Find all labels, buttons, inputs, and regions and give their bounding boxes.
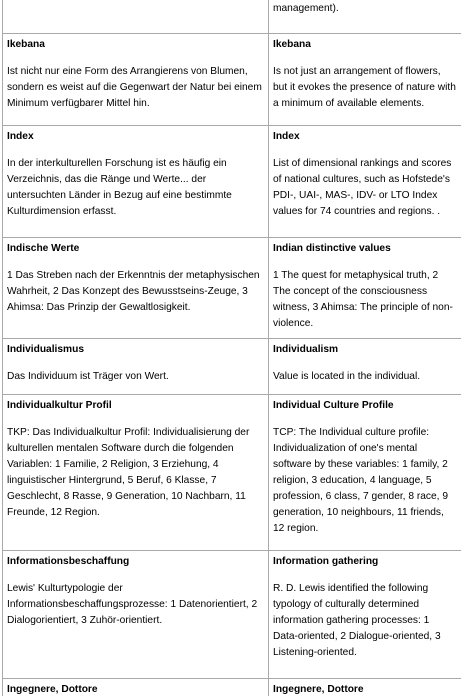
german-cell bbox=[3, 33, 269, 125]
table-row bbox=[3, 394, 462, 550]
german-cell bbox=[3, 125, 269, 237]
german-term: Ingegnere, Dottore bbox=[7, 683, 98, 695]
english-definition: List of dimensional rankings and scores of national cultures, such as Hofstede's PDI-, UAI-, MAS-, IDV- or LTO Index values for 74 countries and regions. . bbox=[273, 157, 452, 217]
glossary-table bbox=[2, 0, 461, 696]
english-definition: Is not just an arrangement of flowers, but it evokes the presence of nature with a minimum of available elements. bbox=[273, 65, 456, 109]
english-cell bbox=[269, 338, 462, 394]
table-row bbox=[3, 550, 462, 678]
german-cell bbox=[3, 237, 269, 338]
english-cell bbox=[269, 394, 462, 550]
german-cell bbox=[3, 678, 269, 696]
table-row bbox=[3, 237, 462, 338]
glossary-page bbox=[2, 0, 461, 696]
english-definition: R. D. Lewis identified the following typology of culturally determined information gathering processes: 1 Data-oriented, 2 Dialogue-oriented, 3 Listening-oriented. bbox=[273, 582, 441, 658]
german-cell bbox=[3, 338, 269, 394]
table-row bbox=[3, 125, 462, 237]
german-definition: Ist nicht nur eine Form des Arrangierens von Blumen, sondern es weist auf die Gegenwart der Natur bei einem Minimum verfügbarer Mittel hin. bbox=[7, 65, 262, 109]
german-definition: TKP: Das Individualkultur Profil: Individualisierung der kulturellen mentalen Software durch die folgenden Variablen: 1 Familie, 2 Religion, 3 Erziehung, 4 linguistischer Hintergrund, 5 Beruf, 6 Klasse, 7 Geschlecht, 8 Rasse, 9 Generation, 10 Nachbarn, 11 Freunde, 12 Region. bbox=[7, 426, 250, 518]
german-term: Informationsbeschaffung bbox=[7, 555, 130, 567]
table-row bbox=[3, 338, 462, 394]
german-definition: Lewis' Kulturtypologie der Informationsbeschaffungsprozesse: 1 Datenorientiert, 2 Dialogorientiert, 3 Zuhör-orientiert. bbox=[7, 582, 258, 626]
german-definition: Das Individuum ist Träger von Wert. bbox=[7, 370, 169, 382]
english-cell bbox=[269, 550, 462, 678]
german-term: Index bbox=[7, 130, 34, 142]
english-term: Information gathering bbox=[273, 555, 379, 567]
german-definition: In der interkulturellen Forschung ist es häufig ein Verzeichnis, das die Ränge und Werte... der untersuchten Länder in Bezug auf eine bestimmte Kulturdimension erfasst. bbox=[7, 157, 232, 217]
english-term: Individualism bbox=[273, 343, 339, 355]
english-term: Index bbox=[273, 130, 300, 142]
english-term: Individual Culture Profile bbox=[273, 399, 394, 411]
english-cell bbox=[269, 237, 462, 338]
german-term: Ikebana bbox=[7, 38, 45, 50]
english-cell bbox=[269, 125, 462, 237]
table-row bbox=[3, 678, 462, 696]
german-term: Indische Werte bbox=[7, 242, 80, 254]
english-cell bbox=[269, 678, 462, 696]
german-term: Individualkultur Profil bbox=[7, 399, 112, 411]
german-cell bbox=[3, 0, 269, 33]
table-row bbox=[3, 33, 462, 125]
english-definition: management). bbox=[273, 3, 339, 14]
english-term: Ikebana bbox=[273, 38, 311, 50]
english-term: Ingegnere, Dottore bbox=[273, 683, 364, 695]
english-cell bbox=[269, 33, 462, 125]
german-definition: 1 Das Streben nach der Erkenntnis der metaphysischen Wahrheit, 2 Das Konzept des Bewusstseins-Zeuge, 3 Ahimsa: Das Prinzip der Gewaltlosigkeit. bbox=[7, 269, 260, 313]
english-definition: 1 The quest for metaphysical truth, 2 The concept of the consciousness witness, 3 Ahimsa: The principle of non-violence. bbox=[273, 269, 453, 329]
english-definition: Value is located in the individual. bbox=[273, 370, 421, 382]
german-cell bbox=[3, 550, 269, 678]
german-term: Individualismus bbox=[7, 343, 84, 355]
english-definition: TCP: The Individual culture profile: Individualization of one's mental software by these variables: 1 family, 2 religion, 3 education, 4 language, 5 profession, 6 class, 7 gender, 8 race, 9 generation, 10 neighbours, 11 friends, 12 region. bbox=[273, 426, 448, 534]
english-cell bbox=[269, 0, 462, 33]
table-row bbox=[3, 0, 462, 33]
english-term: Indian distinctive values bbox=[273, 242, 391, 254]
german-cell bbox=[3, 394, 269, 550]
